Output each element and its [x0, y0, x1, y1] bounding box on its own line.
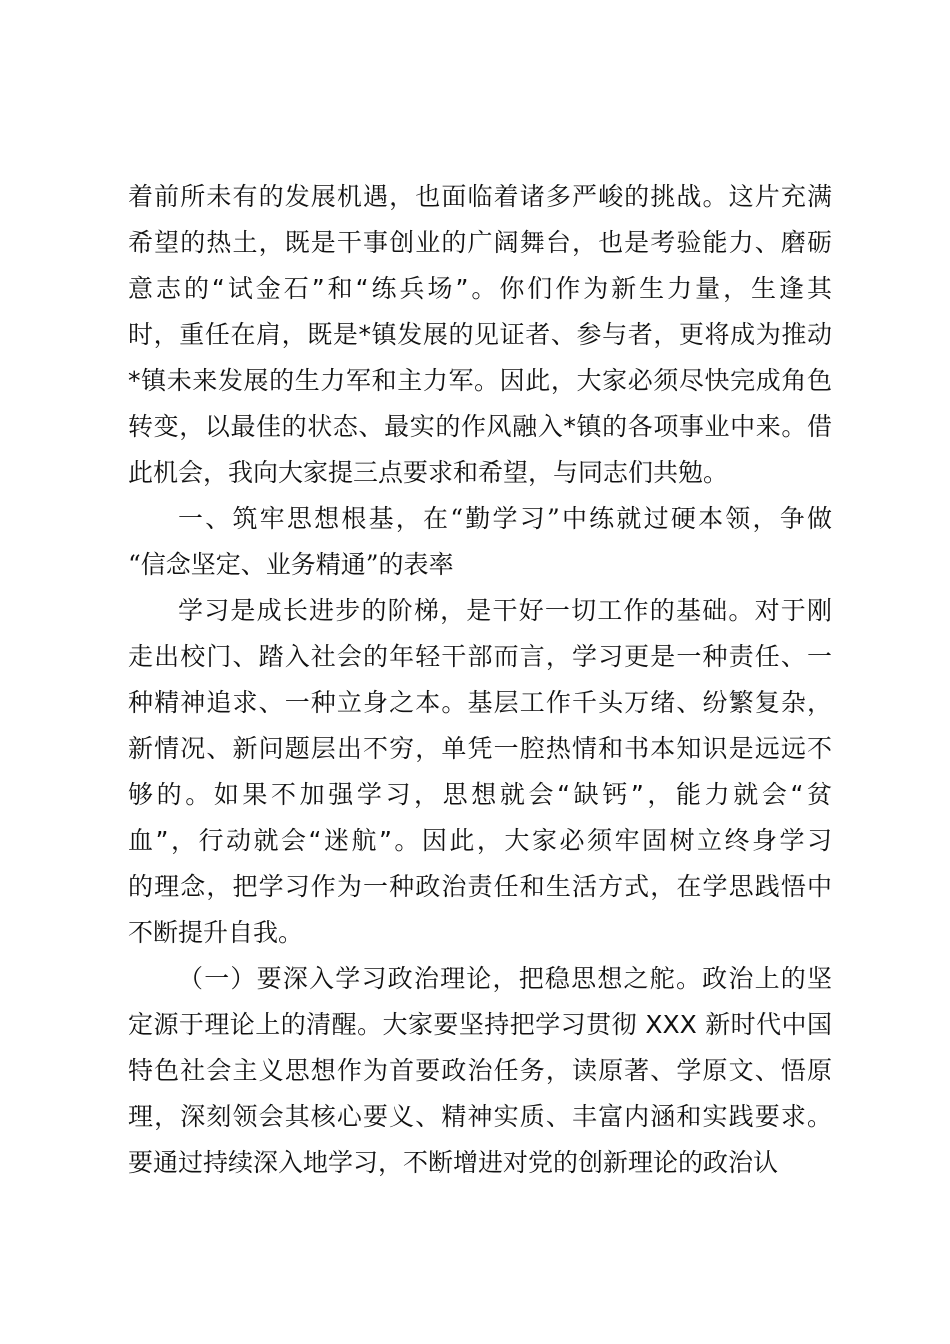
text-line: 要通过持续深入地学习，不断增进对党的创新理论的政治认: [128, 1148, 779, 1177]
section-heading-line: “信念坚定、业务精通”的表率: [128, 550, 454, 579]
text-line: *镇未来发展的生力军和主力军。因此，大家必须尽快完成角色: [128, 366, 832, 395]
text-line: 种精神追求、一种立身之本。基层工作千头万绪、纷繁复杂，: [128, 688, 832, 717]
text-line: 时，重任在肩，既是*镇发展的见证者、参与者，更将成为推动: [128, 320, 832, 349]
text-line: 血”，行动就会“迷航”。因此，大家必须牢固树立终身学习: [128, 826, 832, 855]
text-line: 此机会，我向大家提三点要求和希望，与同志们共勉。: [128, 458, 729, 487]
text-line: 的理念，把学习作为一种政治责任和生活方式，在学思践悟中: [128, 872, 832, 901]
text-line: 意志的“试金石”和“练兵场”。你们作为新生力量，生逢其: [128, 274, 832, 303]
text-line: 希望的热土，既是干事创业的广阔舞台，也是考验能力、磨砺: [128, 228, 832, 257]
text-line: （一）要深入学习政治理论，把稳思想之舵。政治上的坚: [178, 964, 832, 993]
text-line: 学习是成长进步的阶梯，是干好一切工作的基础。对于刚: [178, 596, 832, 625]
text-line: 新情况、新问题层出不穷，单凭一腔热情和书本知识是远远不: [128, 734, 832, 763]
section-heading-line: 一、筑牢思想根基，在“勤学习”中练就过硬本领，争做: [178, 504, 832, 533]
text-line: 特色社会主义思想作为首要政治任务，读原著、学原文、悟原: [128, 1056, 832, 1085]
text-line: 理，深刻领会其核心要义、精神实质、丰富内涵和实践要求。: [128, 1102, 832, 1131]
text-line: 不断提升自我。: [128, 918, 304, 947]
body-text: [128, 174, 832, 1186]
text-line: 走出校门、踏入社会的年轻干部而言，学习更是一种责任、一: [128, 642, 832, 671]
text-line: 转变，以最佳的状态、最实的作风融入*镇的各项事业中来。借: [128, 412, 832, 441]
text-line: 着前所未有的发展机遇，也面临着诸多严峻的挑战。这片充满: [128, 182, 832, 211]
text-line: 定源于理论上的清醒。大家要坚持把学习贯彻 XXX 新时代中国: [128, 1010, 832, 1039]
text-line: 够的。如果不加强学习，思想就会“缺钙”，能力就会“贫: [128, 780, 832, 809]
